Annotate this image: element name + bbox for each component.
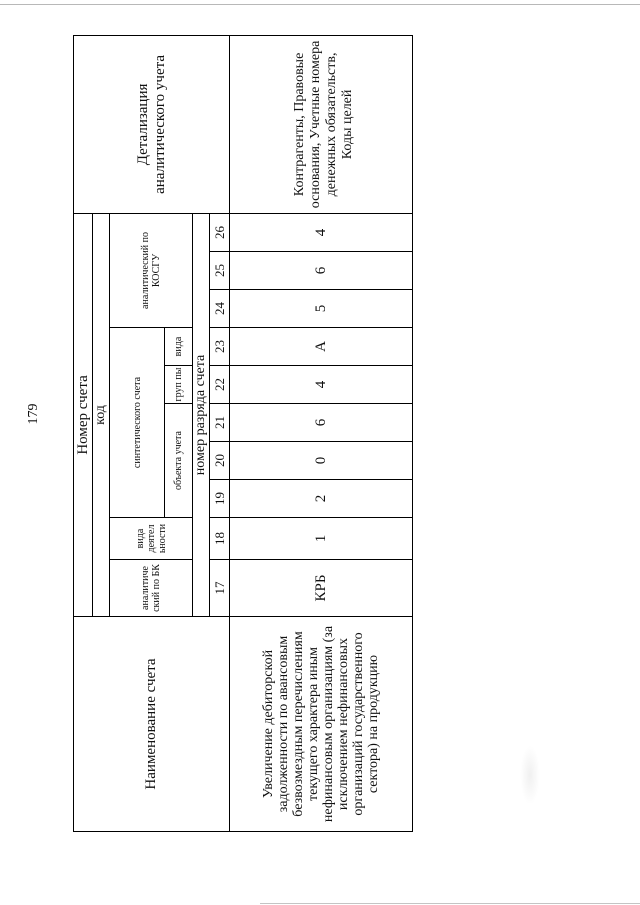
- account-name-cell: Увеличение дебиторской задолженности по авансовым безвозмездным перечислениям текущего характера иным нефинансовым организациям (за исключением нефинансовых организаций государственного сектора) на продукцию: [230, 617, 413, 832]
- header-object: объекта учета: [165, 404, 193, 518]
- header-group: груп пы: [165, 366, 193, 404]
- digit-number: 25: [210, 252, 230, 290]
- code-cell: 4: [230, 366, 413, 404]
- digit-number: 22: [210, 366, 230, 404]
- header-analytic-kosgu: аналитический по КОСГУ: [110, 213, 193, 327]
- page-top-edge: [0, 4, 640, 5]
- header-kind: вида: [165, 328, 193, 366]
- header-synthetic: синтетического счета: [110, 328, 165, 518]
- code-cell: 6: [230, 404, 413, 442]
- header-activity-type: вида деятел ьности: [110, 518, 193, 560]
- accounts-table: [73, 35, 413, 832]
- header-digit-row-label: номер разряда счета: [193, 213, 210, 616]
- page-bottom-edge: [260, 903, 640, 904]
- digit-number: 19: [210, 480, 230, 518]
- header-account-number: Номер счета: [74, 213, 93, 616]
- code-cell: 5: [230, 290, 413, 328]
- digit-number: 23: [210, 328, 230, 366]
- digit-number: 21: [210, 404, 230, 442]
- digit-number: 18: [210, 518, 230, 560]
- table-row: [230, 35, 413, 831]
- code-cell: 2: [230, 480, 413, 518]
- page-number: 179: [26, 403, 41, 425]
- scan-smudge: [520, 745, 540, 805]
- code-cell: 0: [230, 442, 413, 480]
- digit-number: 17: [210, 560, 230, 617]
- code-cell: КРБ: [230, 560, 413, 617]
- accounts-table-rotated: [73, 37, 412, 832]
- header-account-name: Наименование счета: [74, 617, 230, 832]
- digit-number: 20: [210, 442, 230, 480]
- digit-number: 26: [210, 213, 230, 251]
- header-analytic-bk: аналитиче ский по БК: [110, 560, 193, 617]
- header-detail: Детализация аналитического учета: [74, 35, 230, 213]
- header-code: код: [93, 213, 110, 616]
- digit-number: 24: [210, 290, 230, 328]
- code-cell: 6: [230, 252, 413, 290]
- code-cell: 1: [230, 518, 413, 560]
- detail-cell: Контрагенты, Правовые основания, Учетные номера денежных обязательств, Коды целей: [230, 35, 413, 213]
- code-cell: А: [230, 328, 413, 366]
- code-cell: 4: [230, 213, 413, 251]
